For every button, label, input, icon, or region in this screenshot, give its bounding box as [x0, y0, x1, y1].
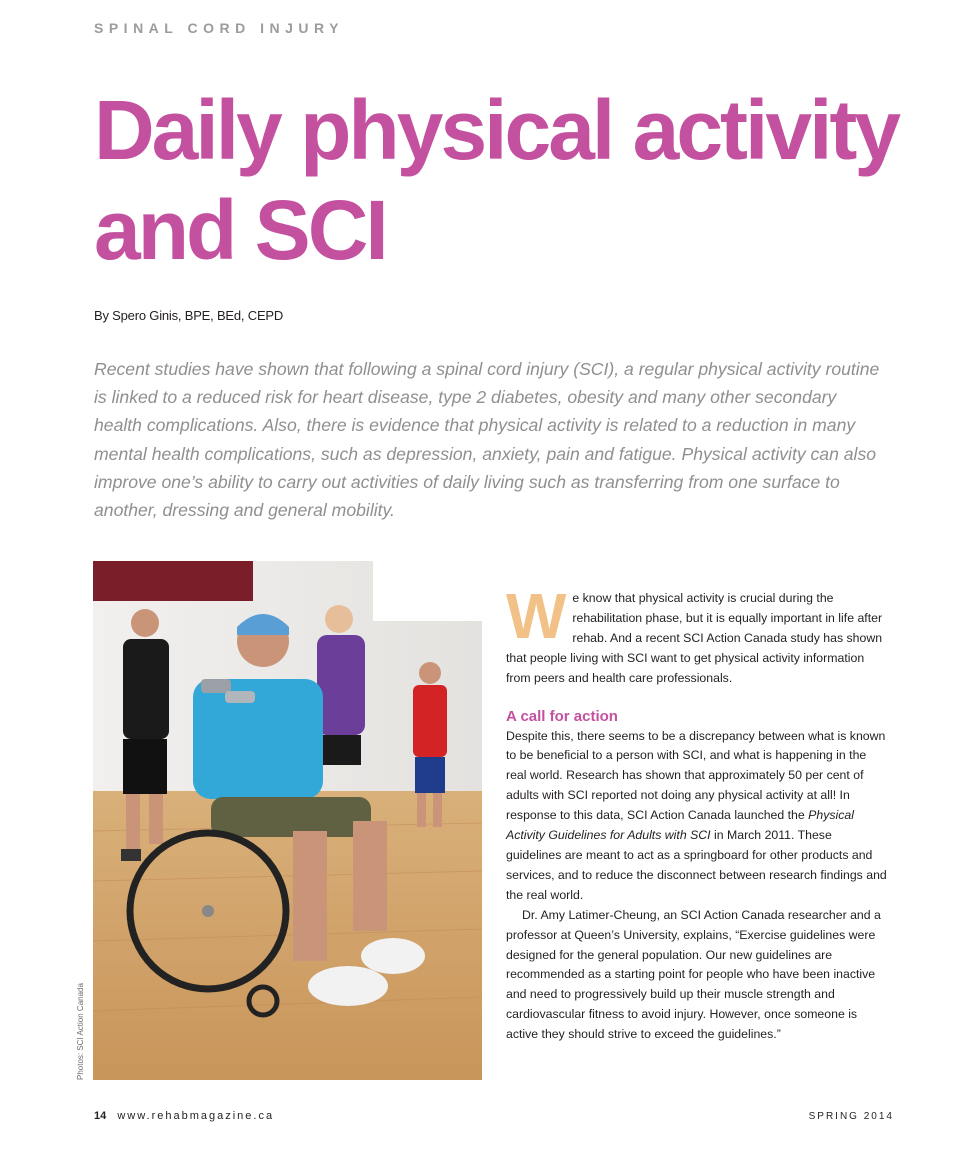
article-body: [506, 580, 890, 1045]
photo-credit: Photos: SCI Action Canada: [76, 983, 85, 1080]
footer-url[interactable]: www.rehabmagazine.ca: [117, 1110, 275, 1122]
section-subhead: A call for action: [506, 707, 618, 725]
photo-maroon-panel: [93, 561, 253, 601]
section-kicker: SPINAL CORD INJURY: [94, 20, 344, 36]
footer-left: [94, 1110, 274, 1122]
headline-line-1: Daily physical activity: [94, 83, 899, 177]
intro-paragraph: [506, 580, 890, 689]
paragraph-2-text-a: Despite this, there seems to be a discrepancy between what is known to be beneficial to a person with SCI, and what is happening in the real world. Research has shown that approximately 50 per cent of adults with SCI reported not doing any physical activity at all! In response to this data, SCI Action Canada launched the: [506, 728, 886, 823]
paragraph-2-text-b: in March 2011. These guidelines are meant to act as a springboard for other products and services, and to reduce the disconnect between research findings and the real world.: [506, 828, 887, 902]
guidelines-title: Physical Activity Guidelines for Adults with SCI: [506, 808, 854, 843]
issue-label: SPRING 2014: [808, 1111, 894, 1122]
headline-line-2: and SCI: [94, 183, 386, 277]
byline: By Spero Ginis, BPE, BEd, CEPD: [94, 308, 284, 323]
article-headline: [94, 80, 924, 280]
article-deck: Recent studies have shown that following a spinal cord injury (SCI), a regular physical activity routine is linked to a reduced risk for heart disease, type 2 diabetes, obesity and many other secondary health complications. Also, there is evidence that physical activity is related to a reduction in many mental health complications, such as depression, anxiety, pain and fatigue. Physical activity can also improve one’s ability to carry out activities of daily living such as transferring from one surface to another, dressing and general mobility.: [94, 359, 880, 521]
paragraph-3: Dr. Amy Latimer-Cheung, an SCI Action Canada researcher and a professor at Queen’s University, explains, “Exercise guidelines were designed for the general population. Our new guidelines are recommended as a starting point for people who have been inactive and need to progressively build up their muscle strength and cardiovascular fitness to avoid injury. However, once someone is active they should strive to exceed the guidelines.”: [506, 907, 881, 1042]
paragraph-2: [506, 727, 890, 906]
article-photo: [93, 561, 482, 1080]
intro-text: e know that physical activity is crucial during the rehabilitation phase, but it is equally important in life after rehab. And a recent SCI Action Canada study has shown that people living with SCI want to get physical activity information from peers and health care professionals.: [506, 591, 883, 685]
drop-cap: W: [506, 580, 567, 652]
photo-window: [373, 561, 482, 621]
page-number: 14: [94, 1110, 107, 1122]
